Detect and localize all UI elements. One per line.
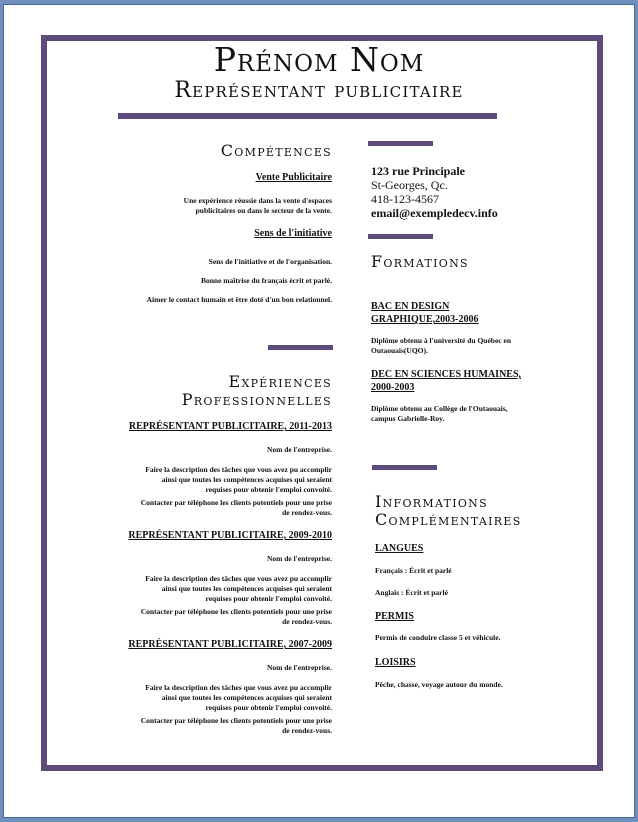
education-divider [372, 465, 437, 470]
job-task: Contacter par téléphone les clients potentiels pour une prise [140, 607, 332, 616]
experience-section-title-line2: Professionnelles [181, 390, 332, 409]
contact-bottom-divider [368, 234, 433, 239]
education-heading: GRAPHIQUE,2003-2006 [371, 314, 479, 325]
skill-heading: Vente Publicitaire [255, 172, 332, 183]
education-description: campus Gabrielle-Roy. [371, 414, 445, 423]
job-heading: REPRÉSENTANT PUBLICITAIRE, 2011-2013 [128, 421, 332, 432]
education-heading: BAC EN DESIGN [371, 301, 450, 312]
header-divider [118, 113, 497, 119]
contact-email[interactable]: email@exempledecv.info [371, 206, 498, 220]
skill-text: Aimer le contact humain et être doté d'un bon relationnel. [146, 295, 332, 304]
language-item: Français : Écrit et parlé [375, 566, 452, 575]
languages-heading: LANGUES [375, 543, 424, 554]
job-description: requises pour obtenir l'emploi convoité. [205, 703, 332, 712]
license-text: Permis de conduire classe 5 et véhicule. [375, 633, 501, 642]
language-item: Anglais : Écrit et parlé [375, 588, 448, 597]
skill-text: publicitaires ou dans le secteur de la vente. [195, 206, 332, 215]
job-company: Nom de l'entreprise. [266, 663, 332, 672]
job-entry [110, 421, 332, 521]
additional-info [375, 542, 565, 702]
job-company: Nom de l'entreprise. [266, 445, 332, 454]
job-task: Contacter par téléphone les clients potentiels pour une prise [140, 716, 332, 725]
skill-heading: Sens de l'initiative [254, 228, 332, 239]
skill-text: Sens de l'initiative et de l'organisation. [208, 257, 332, 266]
job-entry [110, 639, 332, 739]
education-description: Outaouais(UQO). [371, 346, 428, 355]
skill-item [110, 172, 332, 232]
skills-section-title: Compétences [220, 141, 332, 160]
contact-phone: 418-123-4567 [371, 192, 439, 206]
hobbies-heading: LOISIRS [375, 657, 416, 668]
job-description: Faire la description des tâches que vous avez pu accomplir [145, 574, 332, 583]
job-description: ainsi que toutes les compétences acquises qui seraient [161, 475, 332, 484]
job-description: ainsi que toutes les compétences acquises qui seraient [161, 584, 332, 593]
job-description: Faire la description des tâches que vous avez pu accomplir [145, 683, 332, 692]
job-task: de rendez-vous. [282, 508, 332, 517]
job-description: Faire la description des tâches que vous avez pu accomplir [145, 465, 332, 474]
education-heading: 2000-2003 [371, 382, 415, 393]
education-description: Diplôme obtenu à l'université du Québec en [371, 336, 512, 345]
job-entry [110, 530, 332, 630]
contact-block [371, 164, 498, 220]
license-heading: PERMIS [375, 611, 414, 622]
job-task: de rendez-vous. [282, 726, 332, 735]
job-description: ainsi que toutes les compétences acquises qui seraient [161, 693, 332, 702]
contact-city: St-Georges, Qc. [371, 178, 448, 192]
job-description: requises pour obtenir l'emploi convoité. [205, 485, 332, 494]
job-task: Contacter par téléphone les clients potentiels pour une prise [140, 498, 332, 507]
skill-text: Une expérience réussie dans la vente d'espaces [183, 196, 332, 205]
job-task: de rendez-vous. [282, 617, 332, 626]
additional-section-title-line2: Complémentaires [375, 510, 522, 529]
experience-section-title-line1: Expériences [228, 372, 332, 391]
education-section-title: Formations [371, 252, 469, 271]
skill-item [110, 228, 332, 308]
job-description: requises pour obtenir l'emploi convoité. [205, 594, 332, 603]
education-description: Diplôme obtenu au Collège de l'Outaouais, [371, 404, 508, 413]
candidate-name: Prénom Nom [213, 40, 425, 79]
skill-text: Bonne maîtrise du français écrit et parlé. [200, 276, 332, 285]
job-title: Représentant publicitaire [174, 78, 464, 103]
job-heading: REPRÉSENTANT PUBLICITAIRE, 2007-2009 [128, 639, 332, 650]
additional-section-title-line1: Informations [375, 492, 488, 511]
job-heading: REPRÉSENTANT PUBLICITAIRE, 2009-2010 [128, 530, 332, 541]
education-entry [371, 368, 561, 428]
education-entry [371, 300, 561, 360]
education-heading: DEC EN SCIENCES HUMAINES, [371, 369, 522, 380]
hobbies-text: Pêche, chasse, voyage autour du monde. [375, 680, 503, 689]
job-company: Nom de l'entreprise. [266, 554, 332, 563]
contact-address: 123 rue Principale [371, 164, 465, 178]
contact-top-divider [368, 141, 433, 146]
skills-divider [268, 345, 333, 350]
